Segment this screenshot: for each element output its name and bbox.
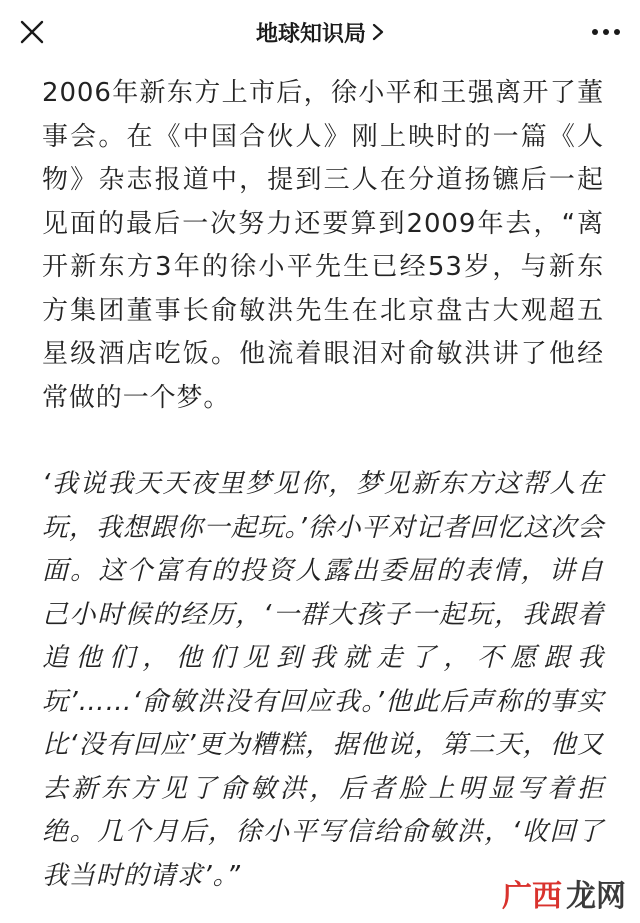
chevron-right-icon	[372, 23, 384, 41]
article-paragraph: 2006年新东方上市后，徐小平和王强离开了董事会。在《中国合伙人》刚上映时的一篇《人物》杂志报道中，提到三人在分道扬镳后一起见面的最后一次努力还要算到2009年去，“离开新东方3年的徐小平先生已经53岁，与新东方集团董事长俞敏洪先生在北京盘古大观超五星级酒店吃饭。他流着眼泪对俞敏洪讲了他经常做的一个梦。	[42, 78, 604, 413]
article-quote-paragraph: ‘我说我天天夜里梦见你，梦见新东方这帮人在玩，我想跟你一起玩。’徐小平对记者回忆这次会面。这个富有的投资人露出委屈的表情，讲自己小时候的经历，‘一群大孩子一起玩，我跟着追他们，他们见到我就走了，不愿跟我玩’……‘俞敏洪没有回应我。’他此后声称的事实比‘没有回应’更为糟糕，据他说，第二天，他又去新东方见了俞敏洪，后者脸上明显写着拒绝。几个月后，徐小平写信给俞敏洪，‘收回了我当时的请求’。”	[42, 469, 604, 891]
account-title-link[interactable]	[256, 17, 384, 48]
close-button[interactable]	[14, 14, 50, 50]
more-horizontal-icon	[591, 28, 621, 36]
article-body	[42, 72, 604, 898]
watermark-red-text: 广西	[502, 879, 562, 914]
page-title: 地球知识局	[255, 21, 366, 47]
more-options-button[interactable]	[588, 18, 624, 46]
watermark-dark-text: 龙网	[566, 879, 626, 914]
site-watermark	[502, 871, 626, 915]
top-navbar	[0, 0, 640, 64]
close-icon	[20, 20, 44, 44]
